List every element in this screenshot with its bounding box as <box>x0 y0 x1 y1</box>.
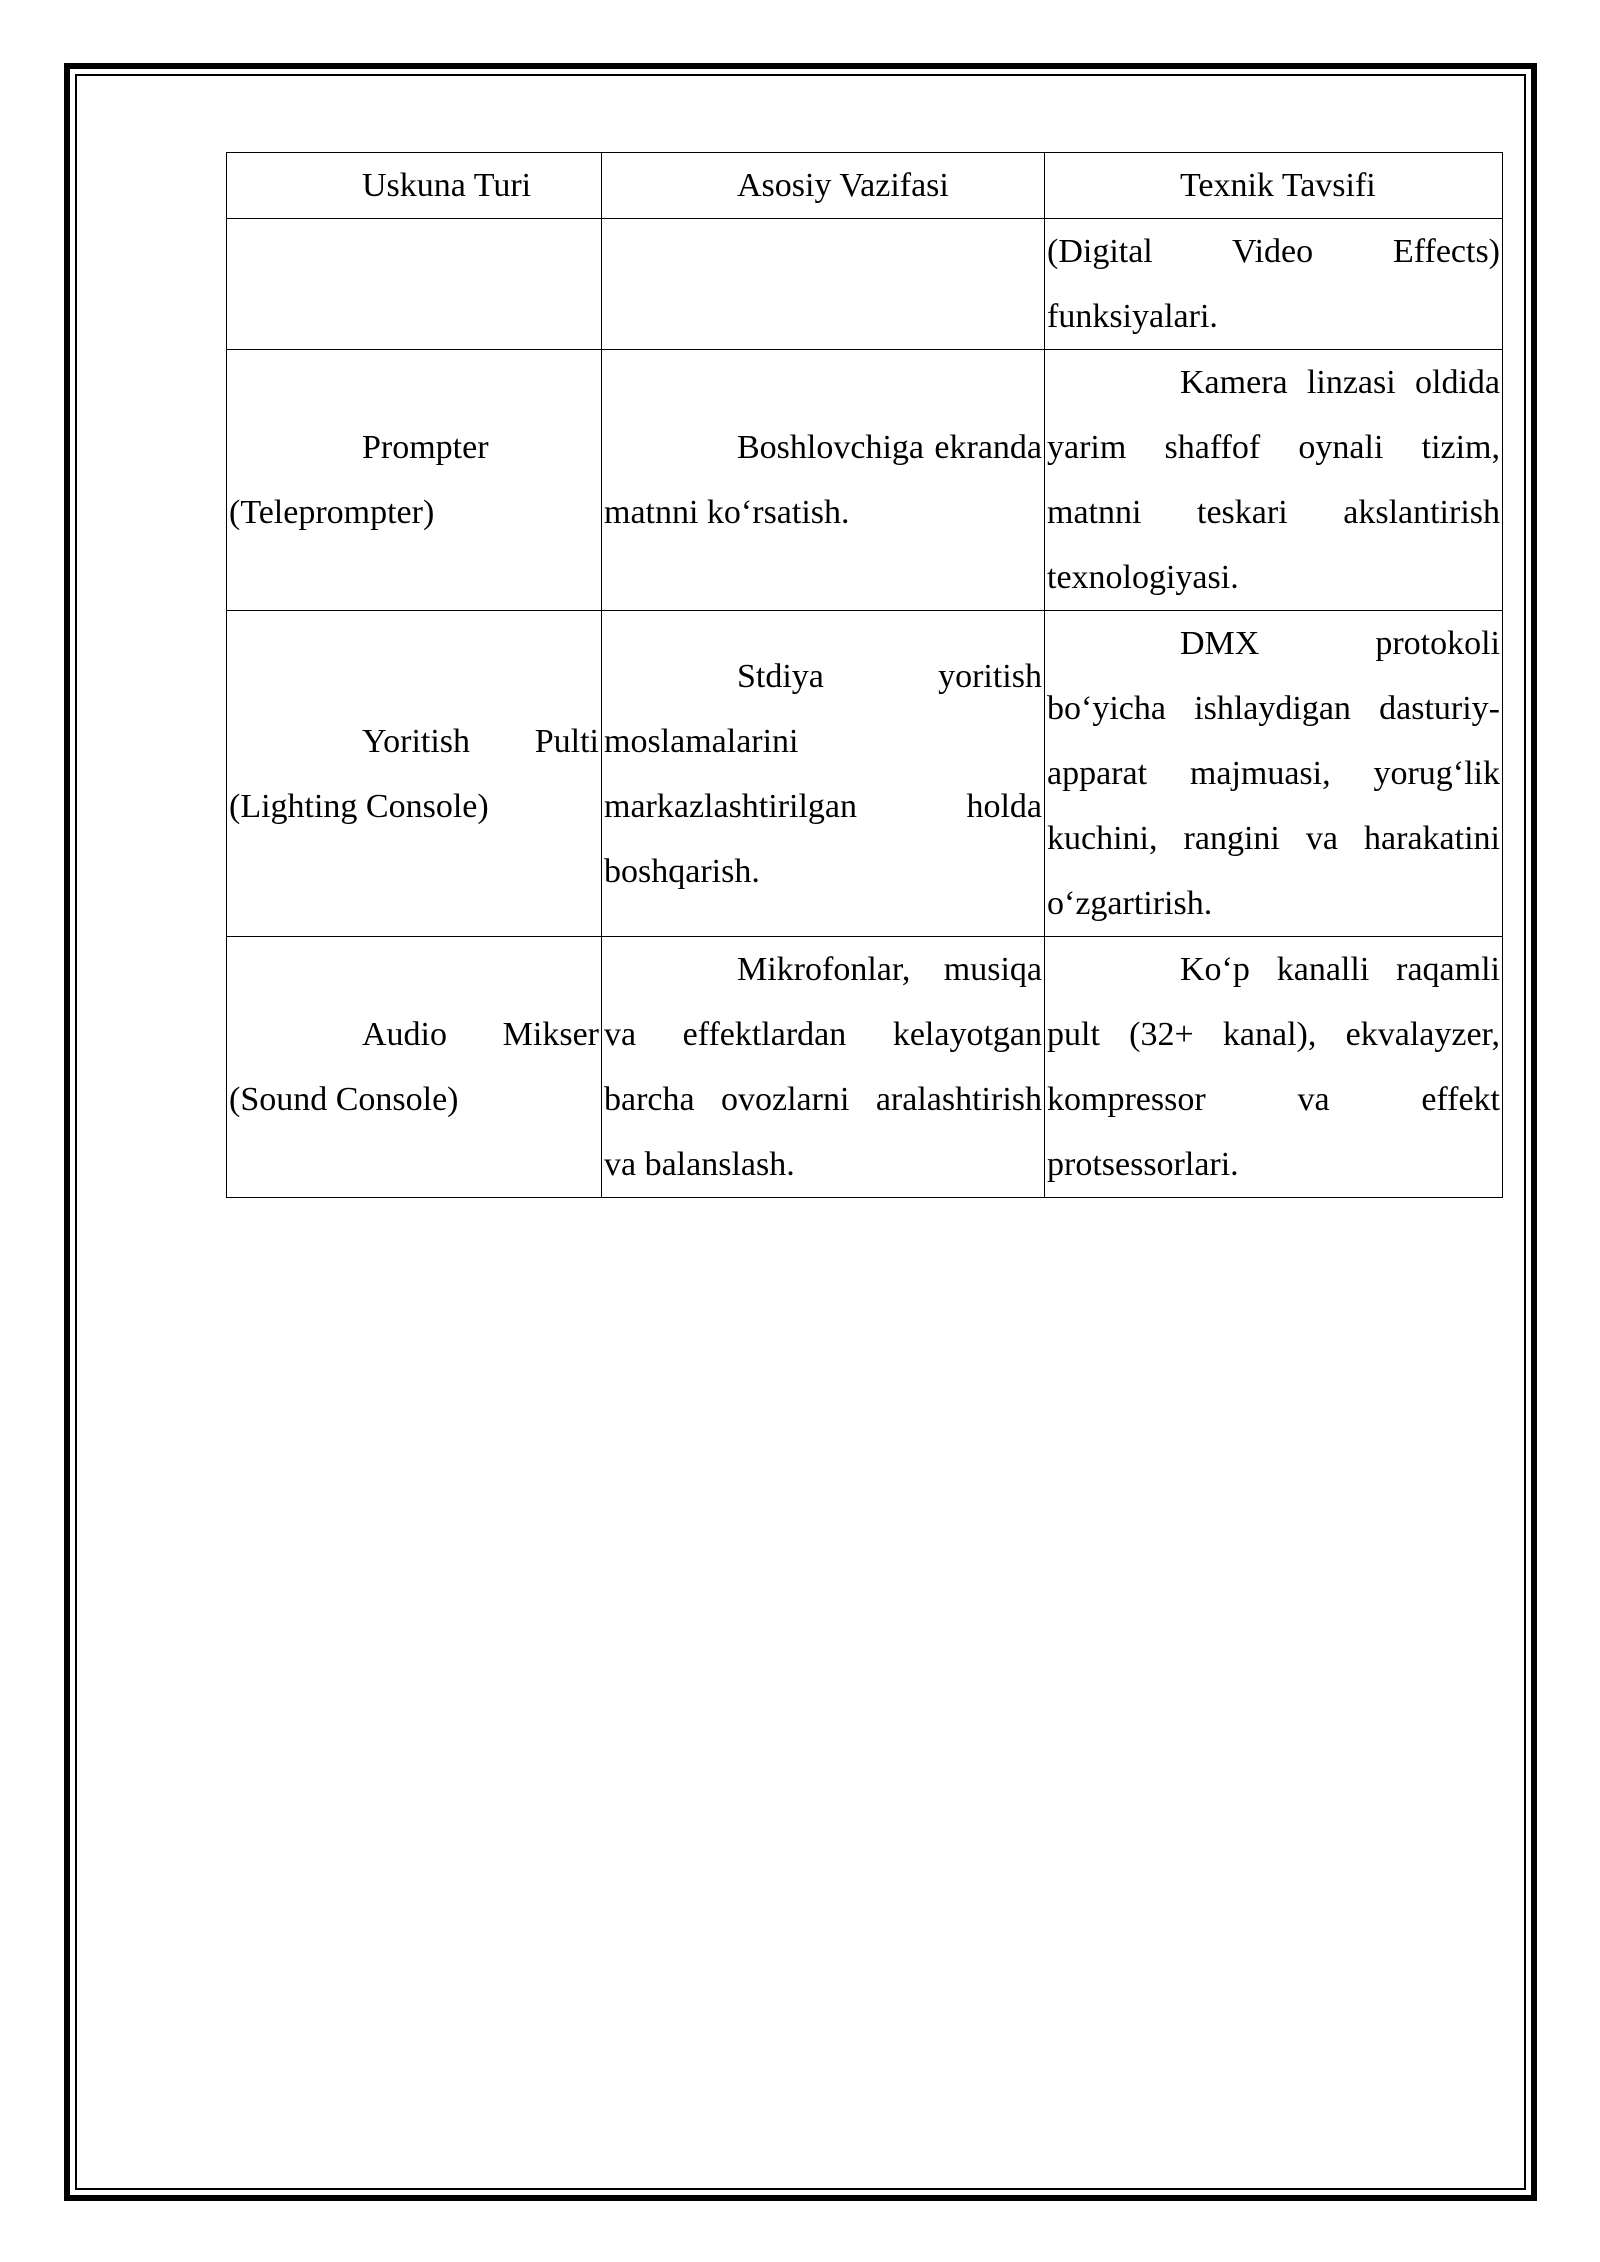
cell-spec: DMX protokoli bo‘yicha ishlaydigan dasturiy-apparat majmuasi, yorug‘lik kuchini, rangini va harakatini o‘zgartirish. <box>1045 611 1503 937</box>
table-row <box>227 937 1503 1198</box>
cell-spec: Ko‘p kanalli raqamli pult (32+ kanal), ekvalayzer, kompressor va effekt protsessorlari. <box>1045 937 1503 1198</box>
header-technical-spec: Texnik Tavsifi <box>1045 153 1503 219</box>
cell-function: Boshlovchiga ekranda matnni ko‘rsatish. <box>602 350 1045 611</box>
table-row <box>227 350 1503 611</box>
cell-function: Mikrofonlar, musiqa va effektlardan kelayotgan barcha ovozlarni aralashtirish va balanslash. <box>602 937 1045 1198</box>
table-header-row <box>227 153 1503 219</box>
table-row <box>227 219 1503 350</box>
header-equipment-type: Uskuna Turi <box>227 153 602 219</box>
cell-spec: Kamera linzasi oldida yarim shaffof oynali tizim, matnni teskari akslantirish texnologiyasi. <box>1045 350 1503 611</box>
cell-type: Audio Mikser (Sound Console) <box>227 937 602 1198</box>
cell-function: Stdiya yoritish moslamalarini markazlashtirilgan holda boshqarish. <box>602 611 1045 937</box>
equipment-table <box>226 152 1503 1198</box>
cell-spec: (Digital Video Effects) funksiyalari. <box>1045 219 1503 350</box>
cell-function <box>602 219 1045 350</box>
cell-type: Yoritish Pulti (Lighting Console) <box>227 611 602 937</box>
table-row <box>227 611 1503 937</box>
header-main-function: Asosiy Vazifasi <box>602 153 1045 219</box>
cell-type <box>227 219 602 350</box>
cell-type: Prompter (Teleprompter) <box>227 350 602 611</box>
